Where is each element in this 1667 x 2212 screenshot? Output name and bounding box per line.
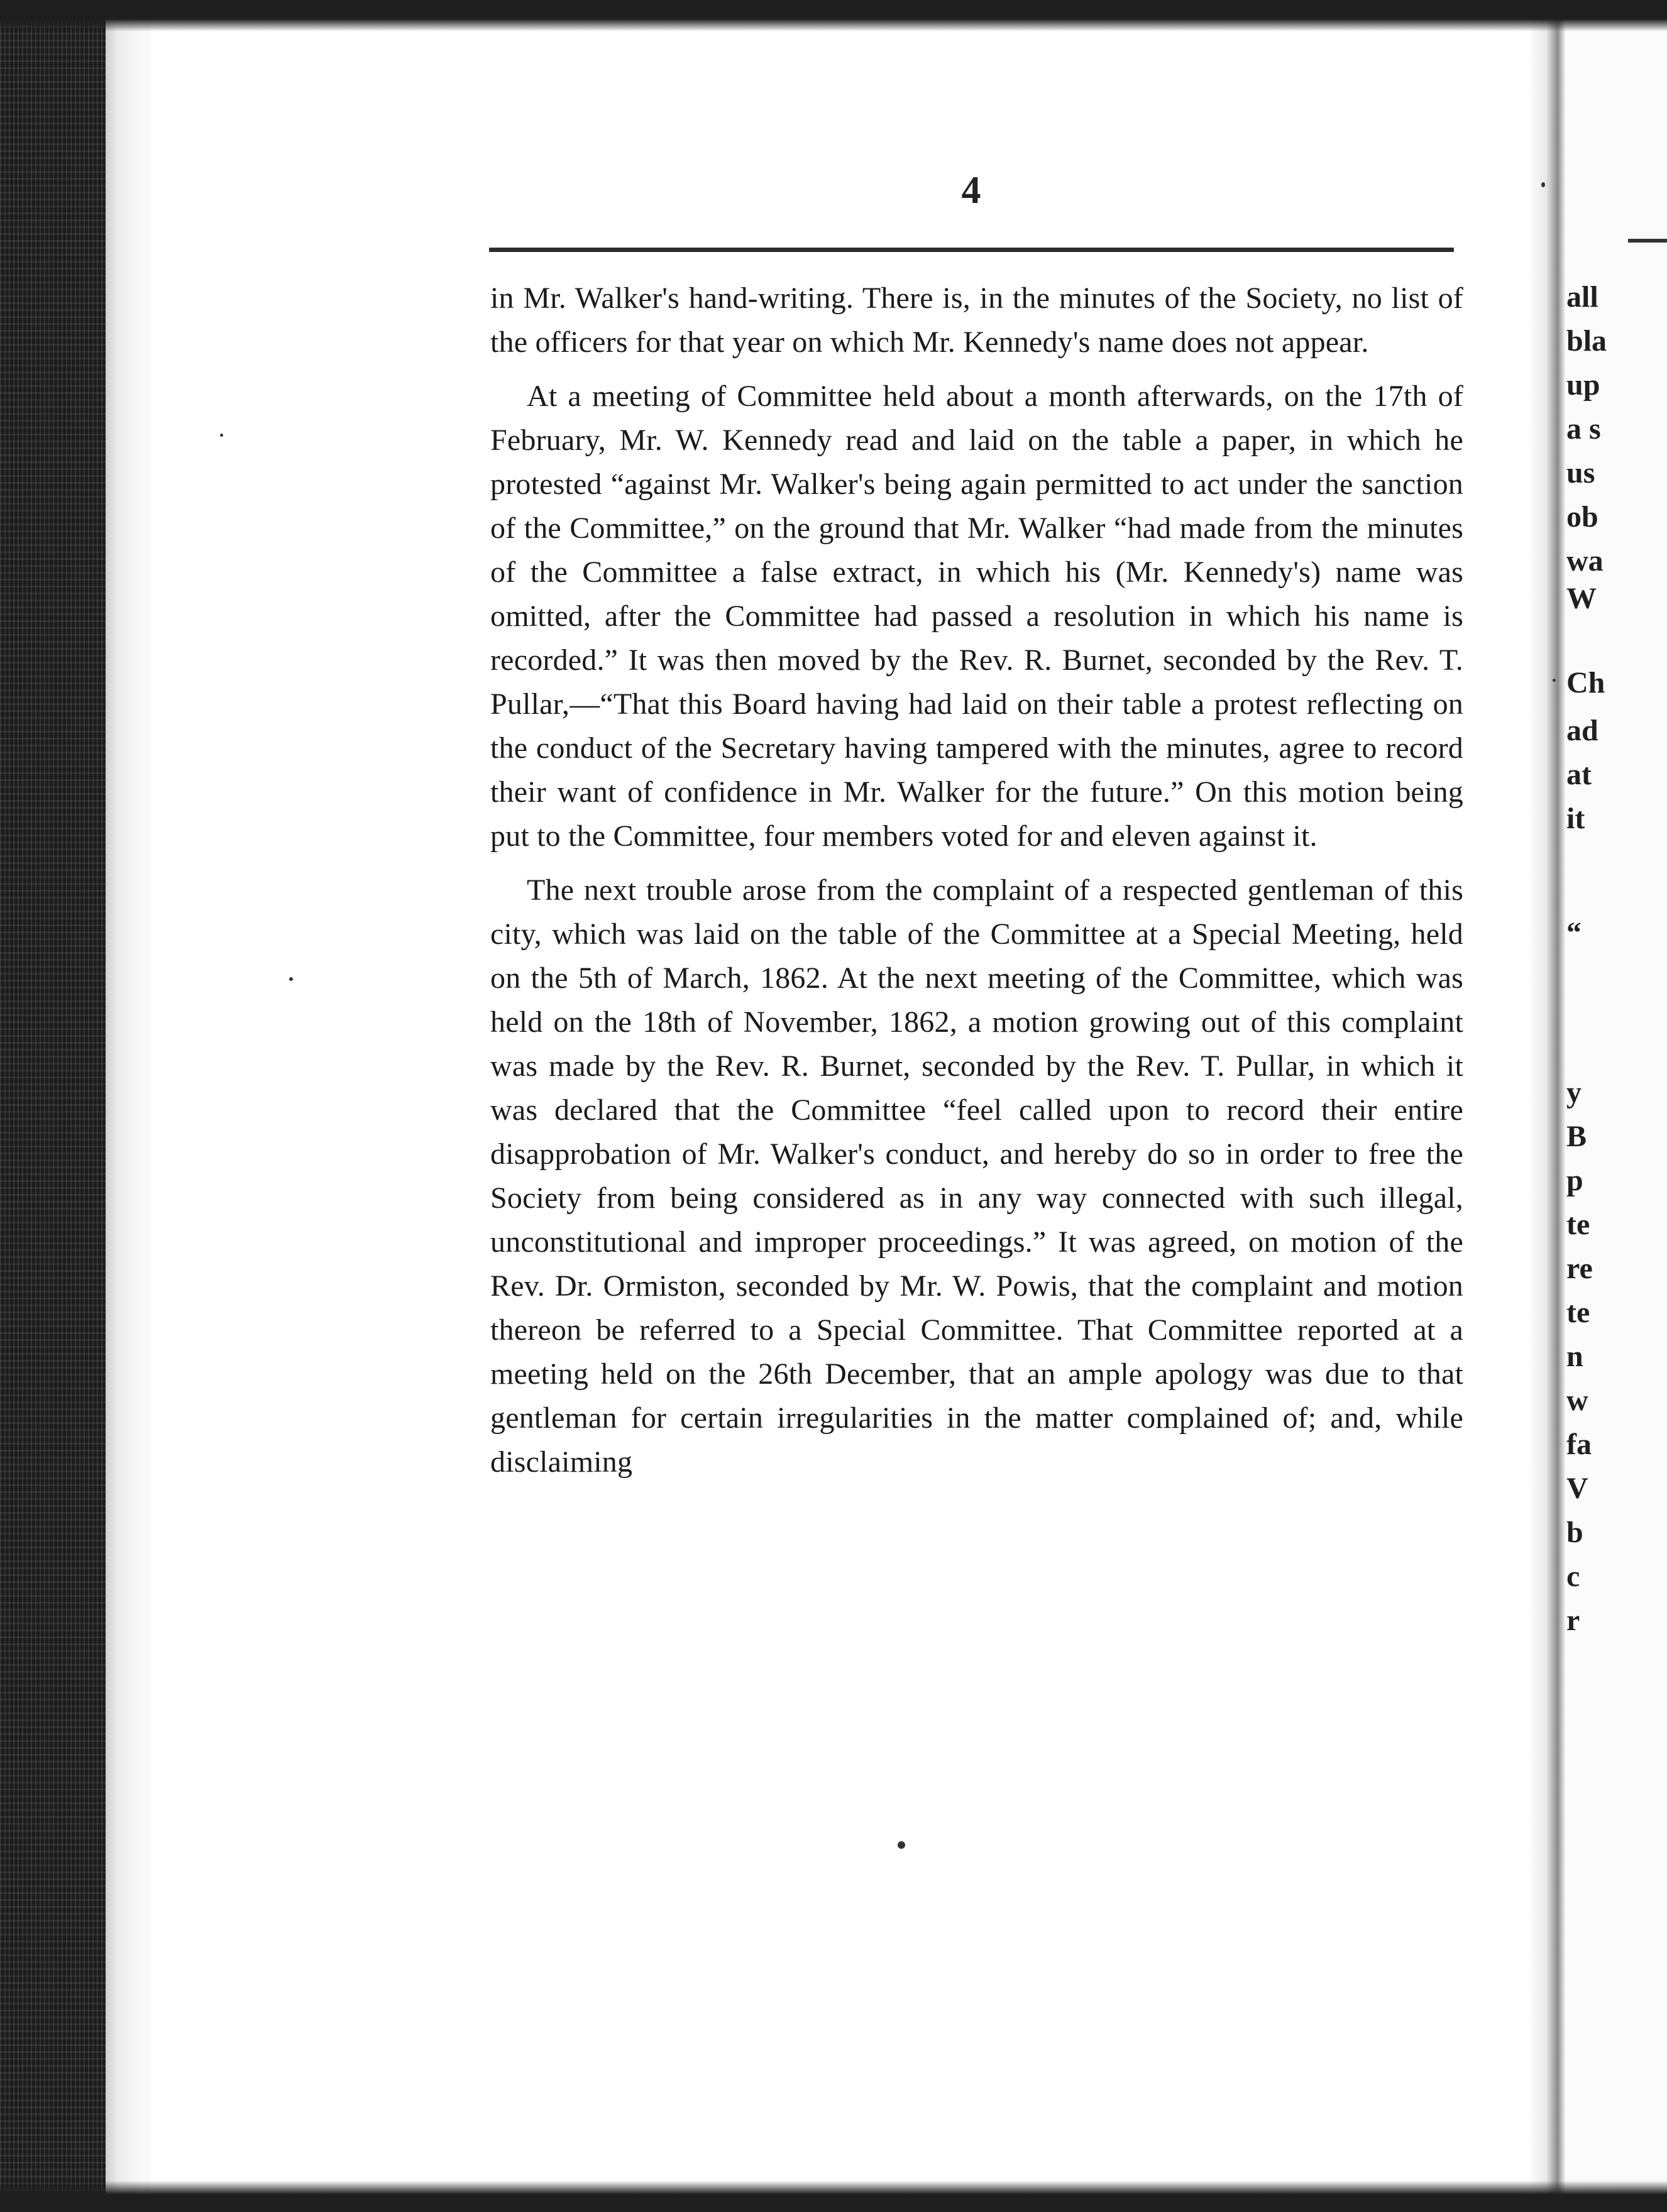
facing-page-fragment: r (1566, 1604, 1580, 1637)
paragraph: At a meeting of Committee held about a month afterwards, on the 17th of February, Mr. W. Kennedy read and laid on the table a paper, in which he protested “against Mr. Walker's being again permitted to act under the sanction of the Committee,” on the ground that Mr. Walker “had made from the minutes of the Committee a false extract, in which his (Mr. Kennedy's) name was omitted, after the Committee had passed a resolution in which his name is recorded.” It was then moved by the Rev. R. Burnet, seconded by the Rev. T. Pullar,—“That this Board having had laid on their table a protest reflecting on the conduct of the Secretary having tampered with the minutes, agree to record their want of confidence in Mr. Walker for the future.” On this motion being put to the Committee, four members voted for and eleven against it. (490, 380, 1463, 853)
paragraph: The next trouble arose from the complaint of a respected gentleman of this city, which was laid on the table of the Committee at a Special Meeting, held on the 5th of March, 1862. At the next meeting of the Committee, which was held on the 18th of November, 1862, a motion growing out of this complaint was made by the Rev. R. Burnet, seconded by the Rev. T. Pullar, in which it was declared that the Committee “feel called upon to record their entire disapprobation of Mr. Walker's conduct, and hereby do so in order to free the Society from being considered as in any way connected with such illegal, unconstitutional and improper proceedings.” It was agreed, on motion of the Rev. Dr. Ormiston, seconded by Mr. W. Powis, that the complaint and motion thereon be referred to a Special Committee. That Committee reported at a meeting held on the 26th December, that an ample apology was due to that gentleman for certain irregularities in the matter complained of; and, while disclaiming (490, 873, 1463, 1479)
facing-page-fragment: ob (1566, 500, 1598, 534)
page-body (490, 276, 1463, 1494)
facing-page-fragment: “ (1566, 916, 1582, 950)
facing-page-fragment: up (1566, 368, 1600, 402)
facing-page-fragment: it (1566, 802, 1585, 835)
header-rule (489, 248, 1454, 252)
facing-page-fragment: fa (1566, 1428, 1592, 1461)
facing-page-fragment: us (1566, 456, 1595, 490)
facing-page-fragment: all (1566, 280, 1598, 314)
book-cover-edge (0, 0, 106, 2212)
scan-speck (1541, 182, 1545, 187)
facing-page-fragment: te (1566, 1296, 1590, 1329)
facing-page-fragment: w (1566, 1384, 1588, 1417)
scan-speck (898, 1841, 905, 1849)
scan-bottom-border (0, 2181, 1667, 2212)
page-number: 4 (961, 169, 981, 212)
book-gutter (1527, 0, 1565, 2212)
facing-page-fragment: te (1566, 1208, 1590, 1241)
facing-page-fragment: c (1566, 1560, 1580, 1593)
paragraph: in Mr. Walker's hand-writing. There is, in the minutes of the Society, no list of the officers for that year on which Mr. Kennedy's name does not appear. (490, 282, 1463, 359)
facing-page-fragment: B (1566, 1120, 1587, 1153)
facing-page-fragment: p (1566, 1164, 1583, 1197)
facing-page-fragment: W (1566, 582, 1597, 615)
facing-page-fragment: wa (1566, 544, 1604, 578)
facing-page-fragment: bla (1566, 324, 1607, 358)
scan-speck (289, 977, 293, 981)
facing-page-fragment: b (1566, 1516, 1583, 1549)
facing-page-fragment: Ch (1566, 666, 1605, 699)
facing-page-fragment: a s (1566, 412, 1601, 446)
facing-page-fragment: re (1566, 1252, 1593, 1285)
facing-page-fragment: ad (1566, 714, 1598, 747)
scan-speck (220, 434, 223, 437)
facing-page-fragment: n (1566, 1340, 1583, 1373)
scan-speck (1553, 679, 1556, 682)
facing-page-fragment: V (1566, 1472, 1588, 1505)
facing-page-rule (1628, 239, 1667, 243)
facing-page-fragment: y (1566, 1076, 1582, 1109)
facing-page (1565, 0, 1667, 2212)
facing-page-fragment: at (1566, 758, 1592, 791)
scan-top-border (0, 0, 1667, 31)
